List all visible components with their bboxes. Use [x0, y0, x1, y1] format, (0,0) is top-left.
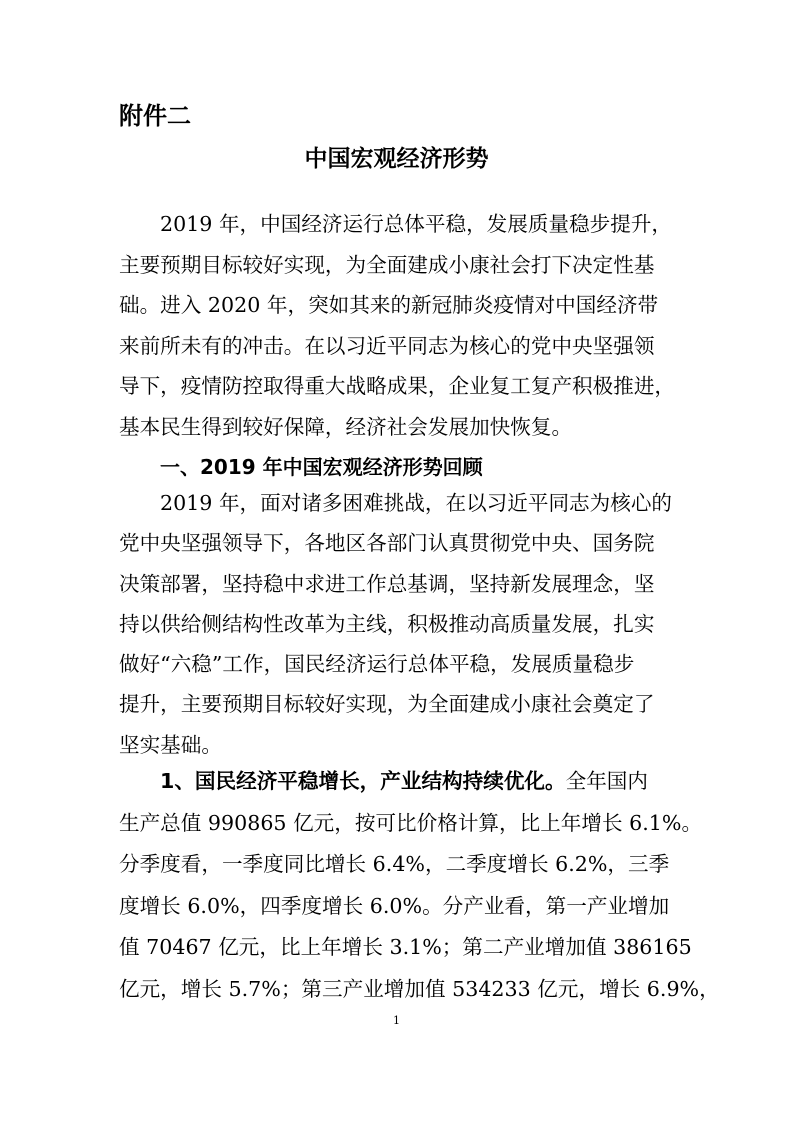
- paragraph-line: 导下，疫情防控取得重大战略成果，企业复工复产积极推进，: [119, 374, 676, 398]
- paragraph-line: 值 70467 亿元，比上年增长 3.1%；第二产业增加值 386165: [119, 935, 692, 959]
- paragraph-line: 提升，主要预期目标较好实现，为全面建成小康社会奠定了: [119, 692, 655, 717]
- paragraph-line: 生产总值 990865 亿元，按可比价格计算，比上年增长 6.1%。: [119, 810, 703, 835]
- paragraph-line: 持以供给侧结构性改革为主线，积极推动高质量发展，扎实: [119, 611, 655, 636]
- section-heading: 一、2019 年中国宏观经济形势回顾: [160, 455, 483, 479]
- paragraph-line: 主要预期目标较好实现，为全面建成小康社会打下决定性基: [119, 252, 655, 277]
- paragraph-line: 分季度看，一季度同比增长 6.4%，二季度增长 6.2%，三季: [119, 852, 670, 876]
- paragraph-line: 2019 年，面对诸多困难挑战，在以习近平同志为核心的: [160, 491, 673, 515]
- paragraph-line: 基本民生得到较好保障，经济社会发展加快恢复。: [119, 414, 573, 439]
- paragraph-line: 2019 年，中国经济运行总体平稳，发展质量稳步提升，: [160, 212, 673, 236]
- paragraph-line: 做好“六稳”工作，国民经济运行总体平稳，发展质量稳步: [119, 652, 635, 677]
- page-number: 1: [393, 1014, 400, 1027]
- paragraph-review: [119, 483, 675, 765]
- paragraph-gdp-growth: [119, 761, 720, 1010]
- paragraph-line: 础。进入 2020 年，突如其来的新冠肺炎疫情对中国经济带: [119, 293, 659, 317]
- paragraph-line: 来前所未有的冲击。在以习近平同志为核心的党中央坚强领: [119, 333, 655, 358]
- paragraph-line: [119, 761, 675, 803]
- paragraph-line: 度增长 6.0%，四季度增长 6.0%。分产业看，第一产业增加: [119, 893, 670, 918]
- attachment-label: 附件二: [119, 102, 191, 130]
- paragraph-line: 党中央坚强领导下，各地区各部门认真贯彻党中央、国务院: [119, 531, 655, 556]
- paragraph-intro: [119, 204, 675, 447]
- paragraph-line: 亿元，增长 5.7%；第三产业增加值 534233 亿元，增长 6.9%，: [119, 976, 720, 1001]
- document-title: 中国宏观经济形势: [304, 146, 489, 172]
- paragraph-line: 决策部署，坚持稳中求进工作总基调，坚持新发展理念，坚: [119, 571, 655, 596]
- paragraph-line: 坚实基础。: [119, 732, 222, 757]
- paragraph-lead-heading: 1、国民经济平稳增长，产业结构持续优化。: [160, 769, 566, 793]
- paragraph-lead-tail: 全年国内: [565, 769, 648, 793]
